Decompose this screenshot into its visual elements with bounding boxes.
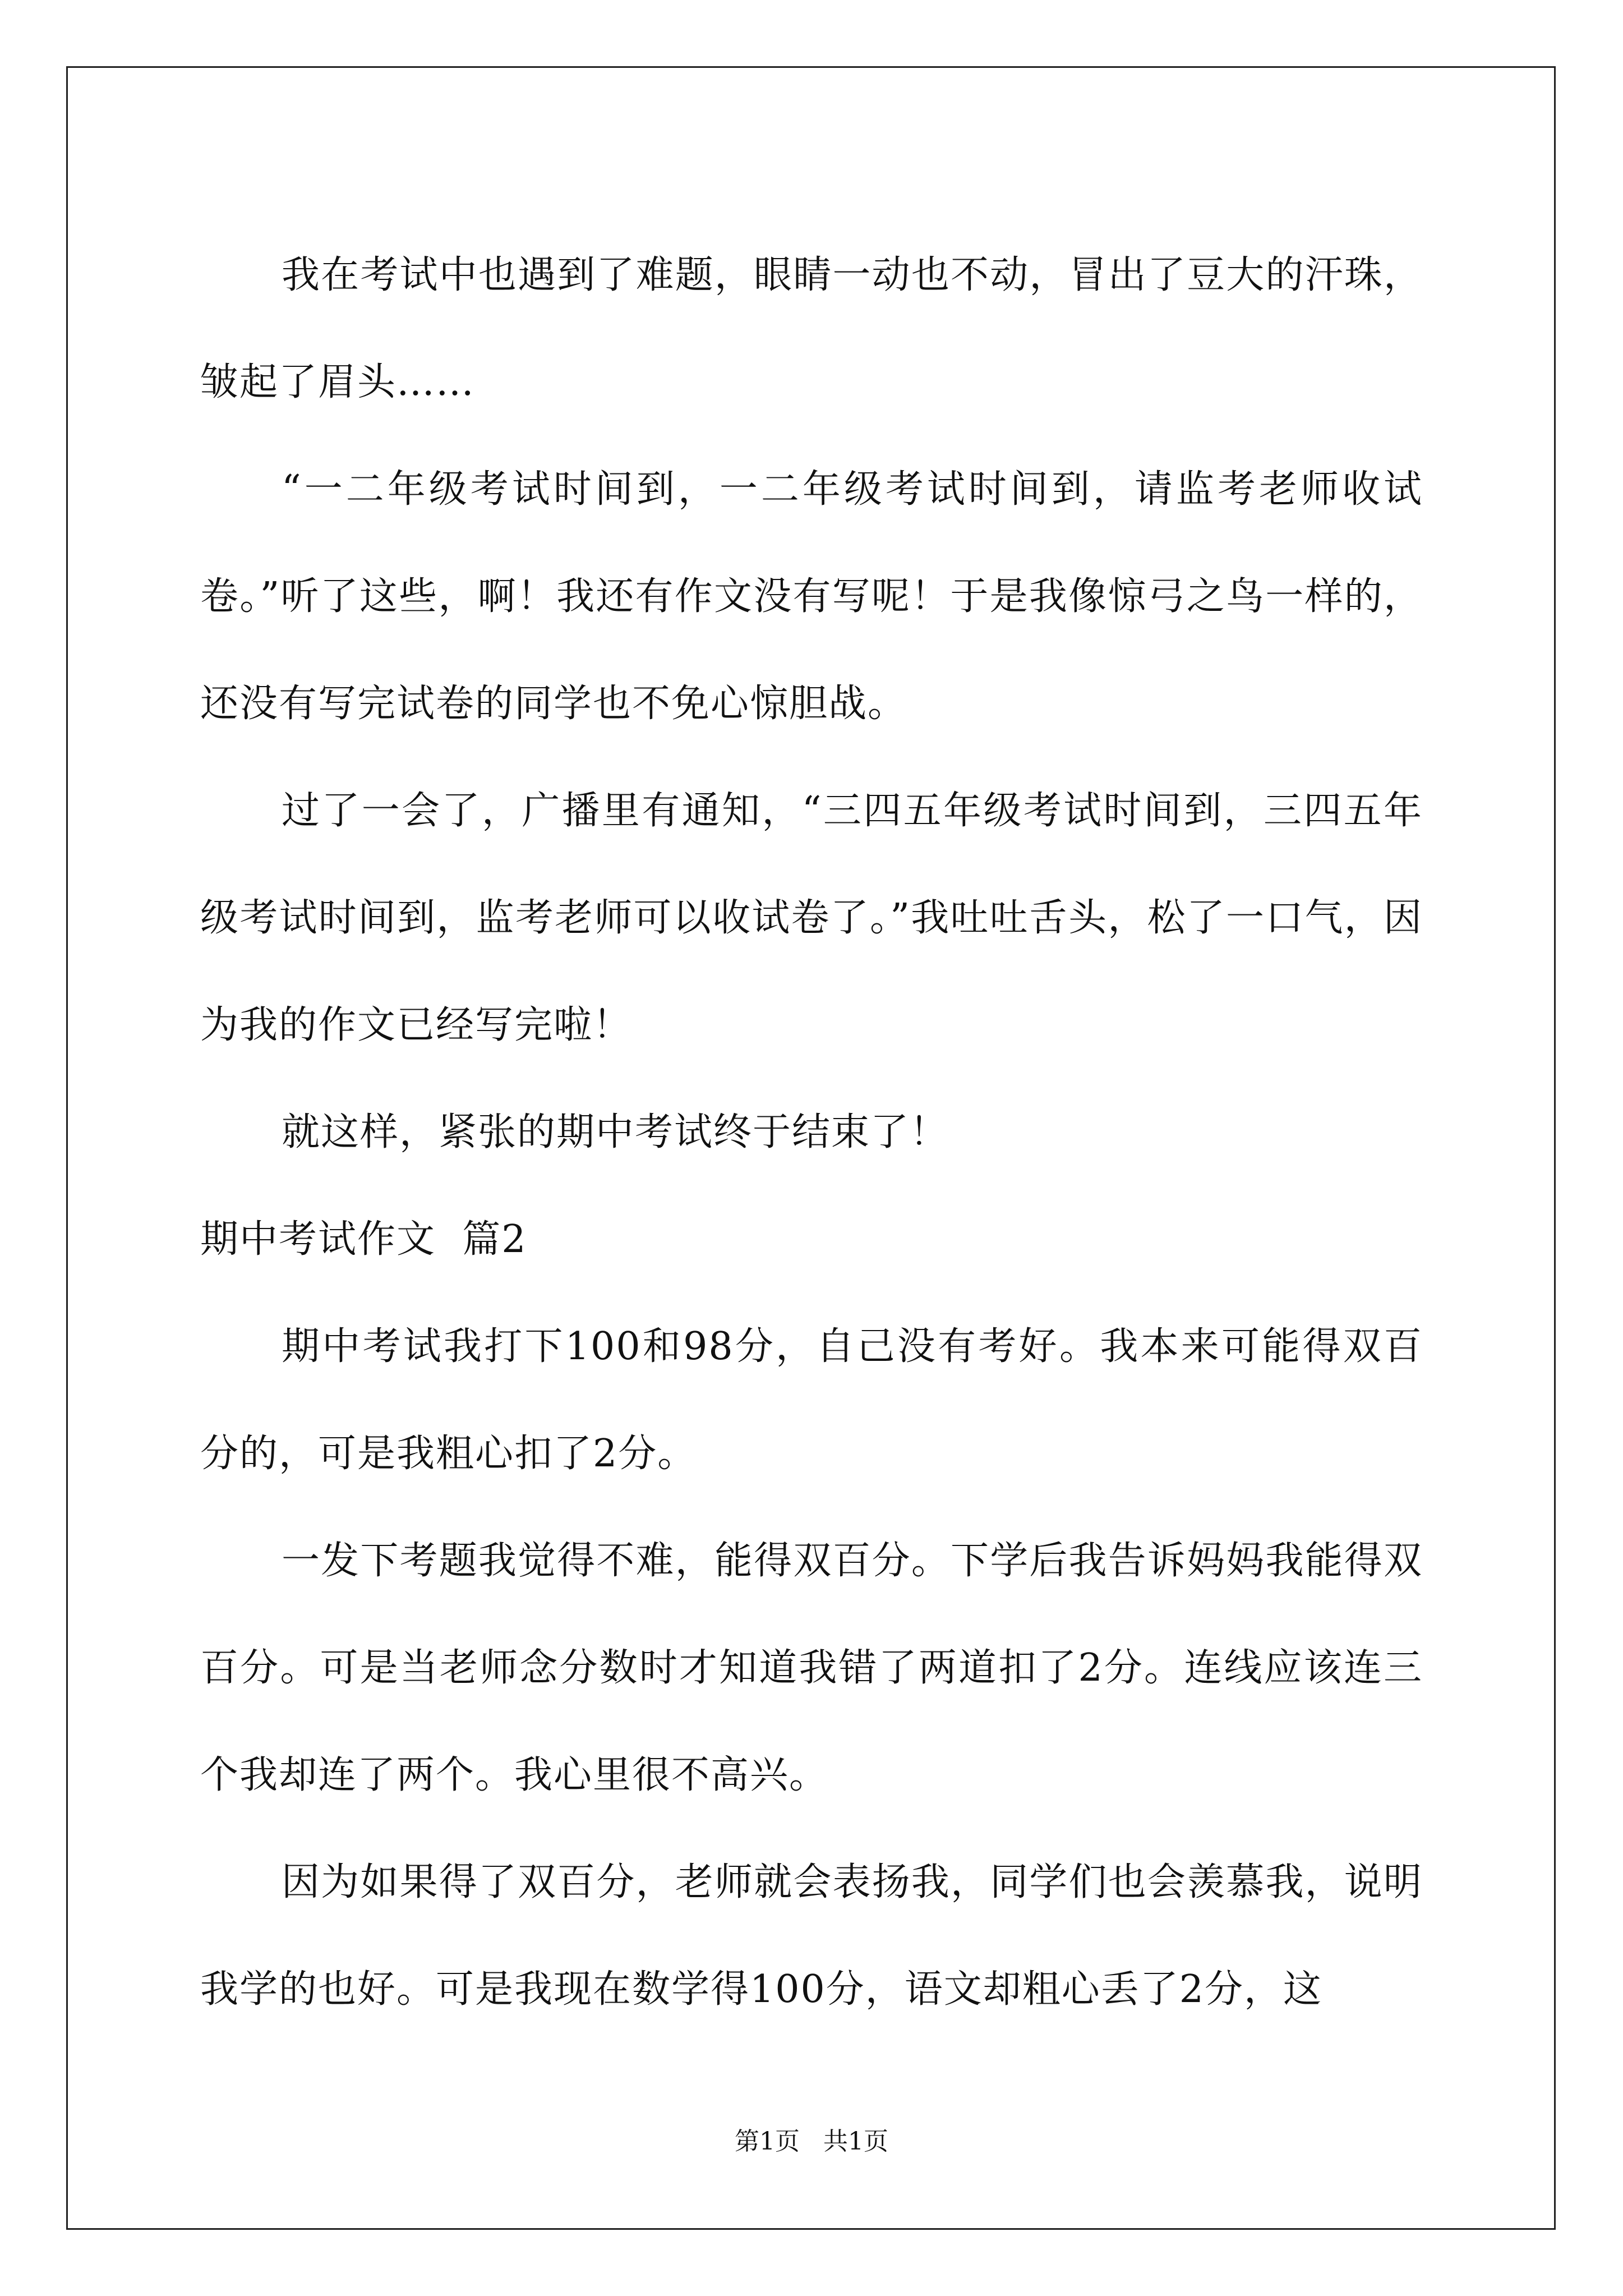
paragraph-5: 期中考试我打下100和98分，自己没有考好。我本来可能得双百分的，可是我粗心扣了2分。 xyxy=(200,1324,1423,1476)
paragraph-1: 我在考试中也遇到了难题，眼睛一动也不动，冒出了豆大的汗珠，皱起了眉头…… xyxy=(200,253,1423,404)
paragraph-6: 一发下考题我觉得不难，能得双百分。下学后我告诉妈妈我能得双百分。可是当老师念分数时才知道我错了两道扣了2分。连线应该连三个我却连了两个。我心里很不高兴。 xyxy=(200,1539,1423,1797)
document-body xyxy=(200,222,1423,2043)
paragraph-7: 因为如果得了双百分，老师就会表扬我，同学们也会羡慕我，说明我学的也好。可是我现在数学得100分，语文却粗心丢了2分，这 xyxy=(200,1860,1423,2012)
section-heading: 期中考试作文 篇2 xyxy=(200,1217,527,1262)
paragraph-3: 过了一会了，广播里有通知，“三四五年级考试时间到，三四五年级考试时间到，监考老师可以收试卷了。”我吐吐舌头，松了一口气，因为我的作文已经写完啦！ xyxy=(200,789,1423,1047)
paragraph-4: 就这样，紧张的期中考试终于结束了！ xyxy=(282,1110,949,1154)
page-footer: 第1页 共1页 xyxy=(735,2127,888,2156)
paragraph-2: “一二年级考试时间到，一二年级考试时间到，请监考老师收试卷。”听了这些，啊！我还有作文没有写呢！于是我像惊弓之鸟一样的，还没有写完试卷的同学也不免心惊胆战。 xyxy=(200,467,1423,726)
